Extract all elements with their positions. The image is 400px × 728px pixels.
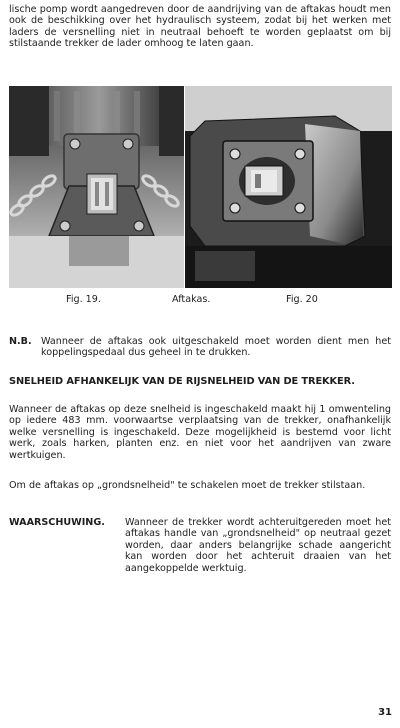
section-heading: SNELHEID AFHANKELIJK VAN DE RIJSNELHEID VAN DE TREKKER.	[9, 376, 355, 387]
fig20-photo	[185, 86, 392, 288]
warning-label: WAARSCHUWING.	[9, 517, 105, 528]
nb-label: N.B.	[9, 336, 32, 347]
paragraph-1: Wanneer de aftakas op deze snelheid is ingeschakeld maakt hij 1 omwenteling op iedere 483 mm. voorwaartse verplaatsing van de trekker, onafhankelijk welke versnelling is ingeschakeld. Deze mogelijkheid is bestemd voor licht werk, zoals harken, planten enz. en niet voor het aandrijven van zware wertkuigen.	[9, 404, 391, 461]
fig19-caption: Fig. 19.	[66, 294, 101, 305]
intro-paragraph: lische pomp wordt aangedreven door de aandrijving van de aftakas houdt men ook de beschikking over het hydraulisch systeem, zodat bij het werken met laders de versnelling niet in neutraal behoeft te worden geplaatst om bij stilstaande trekker de lader omhoog te laten gaan.	[9, 4, 391, 50]
nb-text: Wanneer de aftakas ook uitgeschakeld moet worden dient men het koppelingspedaal dus geheel in te drukken.	[41, 336, 391, 359]
page-number: 31	[378, 707, 392, 718]
warning-text: Wanneer de trekker wordt achteruitgereden moet het aftakas handle van „grondsnelheid" op neutraal gezet worden, daar anders belangrijke schade aangericht kan worden door het achteruit draaien van het aangekoppelde werktuig.	[125, 517, 391, 574]
figures-title-caption: Aftakas.	[172, 294, 211, 305]
paragraph-2: Om de aftakas op „grondsnelheid" te schakelen moet de trekker stilstaan.	[9, 480, 366, 491]
fig19-photo	[9, 86, 184, 288]
fig20-caption: Fig. 20	[286, 294, 318, 305]
